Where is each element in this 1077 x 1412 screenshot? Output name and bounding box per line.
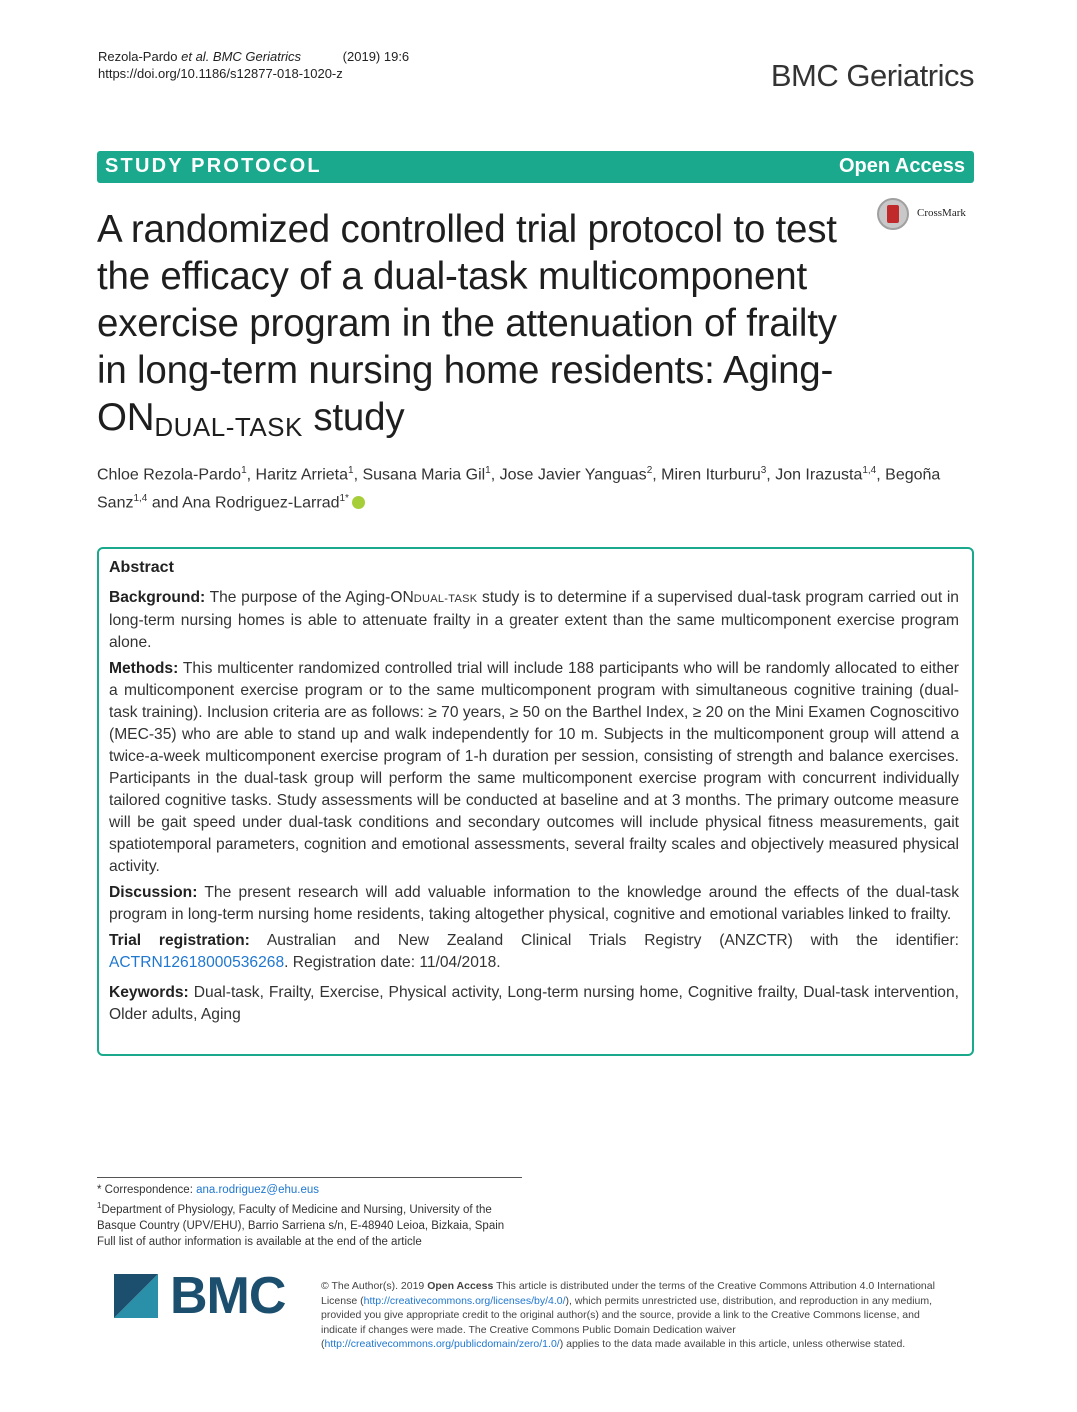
author-name[interactable]: Susana Maria Gil <box>362 466 486 484</box>
license-url[interactable]: http://creativecommons.org/licenses/by/4.0/ <box>363 1294 566 1307</box>
abstract-methods: Methods: This multicenter randomized controlled trial will include 188 participants who will be randomly allocated to either a multicomponent exercise program or to the same multicomponent program with simultaneous cognitive training (dual-task training). Inclusion criteria are as follows: ≥ 70 years, ≥ 50 on the Barthel Index, ≥ 20 on the Mini Examen Cognoscitivo (MEC-35) who are able to stand up and walk independently for 10 m. Subjects in the multicomponent group will attend a twice-a-week multicomponent exercise program of 1-h duration per session, consisting of strength and balance exercises. Participants in the dual-task group will perform the same multicomponent exercise program with concurrent individually tailored cognitive tasks. Study assessments will be conducted at baseline and at 3 months. The primary outcome measure will be gait speed under dual-task conditions and secondary outcomes will include physical fitness measurements, gait spatiotemporal parameters, cognition and emotional assessments, several frailty scales and objectively measured physical activity. <box>109 660 959 875</box>
abstract-keywords: Keywords: Dual-task, Frailty, Exercise, Physical activity, Long-term nursing home, Cognitive frailty, Dual-task intervention, Older adults, Aging <box>109 984 959 1023</box>
citation-block <box>98 48 409 82</box>
abstract-box <box>97 547 974 1056</box>
bmc-logo[interactable] <box>114 1267 304 1325</box>
citation-journal: et al. BMC Geriatrics <box>181 49 302 64</box>
correspondence-line: * Correspondence: ana.rodriguez@ehu.eus <box>97 1184 320 1196</box>
doi-link[interactable]: https://doi.org/10.1186/s12877-018-1020-z <box>98 66 343 81</box>
author-affiliation: 1* <box>339 493 349 505</box>
author-list: Chloe Rezola-Pardo$^1$, Haritz Arrieta$^1$, Susana Maria Gil$^1$, Jose Javier Yanguas$^2$, Miren Iturburu$^3$, Jon Irazusta$^{1,4}$, Begoña Sanz$^{1,4}$ and Ana Rodriguez-Larrad$^{1*}$ <box>97 465 941 512</box>
crossmark-icon <box>877 198 909 230</box>
abstract-trial-registration: Trial registration: Australian and New Zealand Clinical Trials Registry (ANZCTR) with the identifier: ACTRN12618000536268. Registration date: 11/04/2018. <box>109 932 959 971</box>
footnote-block <box>97 1182 517 1250</box>
article-type-label: STUDY PROTOCOL <box>105 155 322 177</box>
author-affiliation: 1,4 <box>133 493 148 505</box>
correspondence-email[interactable]: ana.rodriguez@ehu.eus <box>196 1184 320 1196</box>
trial-id-link[interactable]: ACTRN12618000536268 <box>109 954 285 971</box>
author-affiliation: 1 <box>241 465 247 476</box>
journal-title: BMC Geriatrics <box>770 58 974 93</box>
abstract-discussion: Discussion: The present research will add valuable information to the knowledge around the effects of the dual-task program in long-term nursing home residents, taking altogether physical, cognitive and emotional variables linked to frailty. <box>109 884 959 923</box>
author-name[interactable]: Chloe Rezola-Pardo <box>97 466 242 484</box>
public-domain-url[interactable]: http://creativecommons.org/publicdomain/zero/1.0/ <box>324 1338 560 1351</box>
article-title: A randomized controlled trial protocol to test the efficacy of a dual-task multicomponent exercise program in the attenuation of frailty in long-term nursing home residents: Aging-$ON_{DUAL-TASK}$ study <box>97 208 837 442</box>
author-name[interactable]: Haritz Arrieta <box>255 466 348 484</box>
open-access-label: Open Access <box>839 155 965 177</box>
author-name[interactable]: Jon Irazusta <box>775 466 863 484</box>
abstract-heading: Abstract <box>109 559 174 576</box>
author-name[interactable]: Begoña Sanz <box>97 466 941 512</box>
author-affiliation: 2 <box>646 465 653 476</box>
title-subscript: DUAL-TASK <box>154 412 303 442</box>
license-text: © The Author(s). 2019 Open Access This article is distributed under the terms of the Creative Commons Attribution 4.0 International License (http://creativecommons.org/licenses/by/4.0/), which permits unrestricted use, distribution, and reproduction in any medium, provided you give appropriate credit to the original author(s) and the source, provide a link to the Creative Commons license, and indicate if changes were made. The Creative Commons Public Domain Dedication waiver (http://creativecommons.org/publicdomain/zero/1.0/) applies to the data made available in this article, unless otherwise stated. <box>321 1280 935 1351</box>
author-name[interactable]: Miren Iturburu <box>661 466 761 484</box>
author-affiliation: 1,4 <box>862 465 877 476</box>
crossmark-label: CrossMark <box>917 207 966 219</box>
author-name[interactable]: Ana Rodriguez-Larrad <box>182 494 340 512</box>
article-type-banner <box>97 151 974 183</box>
author-info-note: Full list of author information is available at the end of the article <box>97 1235 422 1248</box>
bmc-logo-text: BMC <box>170 1267 286 1325</box>
abstract-background: Background: The purpose of the Aging-ONDUAL-TASK study is to determine if a supervised dual-task program carried out in long-term nursing homes is able to attenuate frailty in a greater extent than the same multicomponent exercise program alone. <box>109 589 959 651</box>
citation-year-volume: (2019) 19:6 <box>342 49 410 64</box>
crossmark-badge[interactable] <box>877 198 977 232</box>
citation-author: Rezola-Pardo <box>98 49 178 64</box>
author-name[interactable]: Jose Javier Yanguas <box>499 466 647 484</box>
footnote-divider <box>97 1177 522 1178</box>
author-affiliation: 1 <box>348 465 354 476</box>
affiliation-line: $^1$Department of Physiology, Faculty of Medicine and Nursing, University of the Basque Country (UPV/EHU), Barrio Sarriena s/n, E-48940 Leioa, Bizkaia, Spain <box>97 1201 505 1232</box>
author-affiliation: 1 <box>485 465 491 476</box>
orcid-icon[interactable] <box>352 496 365 509</box>
author-affiliation: 3 <box>760 465 767 476</box>
citation-line <box>98 48 409 65</box>
